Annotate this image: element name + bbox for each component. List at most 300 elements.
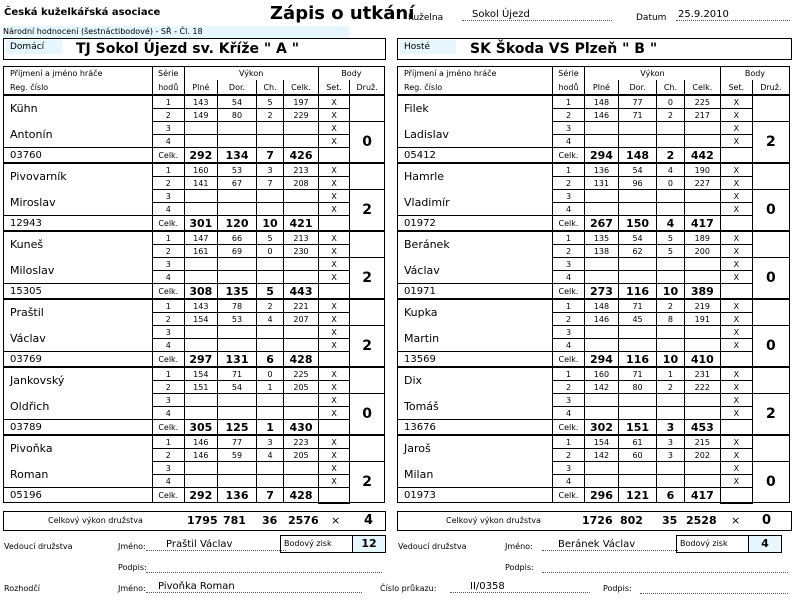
score-celk[interactable]: 219	[684, 299, 720, 313]
table-row	[398, 488, 790, 503]
col-series: Série	[553, 67, 585, 81]
score-dor[interactable]	[218, 258, 257, 271]
score-plne[interactable]: 154	[584, 435, 618, 449]
score-dor[interactable]: 45	[618, 313, 656, 326]
total-label: Celk.	[553, 216, 585, 232]
score-ch[interactable]: 2	[657, 381, 685, 394]
score-set: X	[720, 435, 752, 449]
score-celk[interactable]: 200	[684, 245, 720, 258]
score-ch[interactable]	[256, 258, 283, 271]
date-field[interactable]: 25.9.2010	[676, 9, 790, 21]
score-plne[interactable]	[184, 122, 218, 135]
series-number: 1	[553, 95, 585, 109]
score-ch[interactable]	[657, 190, 685, 203]
score-ch[interactable]: 7	[256, 177, 283, 190]
total-plne: 301	[184, 216, 218, 232]
score-celk[interactable]: 191	[684, 313, 720, 326]
player-firstname[interactable]: Ladislav	[398, 122, 553, 148]
player-surname[interactable]: Beránek	[398, 231, 553, 258]
player-reg-number[interactable]: 01973	[398, 488, 553, 503]
player-firstname[interactable]: Martin	[398, 326, 553, 352]
score-ch[interactable]	[657, 475, 685, 488]
score-celk[interactable]: 215	[684, 435, 720, 449]
score-dor[interactable]	[218, 135, 257, 148]
score-dor[interactable]: 62	[618, 245, 656, 258]
score-ch[interactable]: 5	[657, 231, 685, 245]
player-surname[interactable]: Jaroš	[398, 435, 553, 462]
score-set: X	[318, 462, 349, 475]
player-firstname[interactable]: Roman	[4, 462, 153, 488]
score-ch[interactable]: 0	[657, 177, 685, 190]
player-firstname[interactable]: Tomáš	[398, 394, 553, 420]
score-celk[interactable]	[284, 258, 319, 271]
score-dor[interactable]	[218, 326, 257, 339]
score-celk[interactable]: 205	[284, 449, 319, 462]
away-score-table	[397, 66, 790, 504]
score-set: X	[318, 245, 349, 258]
score-celk[interactable]: 230	[284, 245, 319, 258]
score-celk[interactable]: 223	[284, 435, 319, 449]
score-dor[interactable]: 61	[618, 435, 656, 449]
score-celk[interactable]: 190	[684, 163, 720, 177]
score-plne[interactable]	[584, 271, 618, 284]
score-ch[interactable]	[657, 339, 685, 352]
score-celk[interactable]: 189	[684, 231, 720, 245]
score-celk[interactable]: 229	[284, 109, 319, 122]
series-number: 1	[153, 435, 184, 449]
score-set: X	[720, 299, 752, 313]
score-plne[interactable]: 151	[184, 381, 218, 394]
score-dor[interactable]	[618, 190, 656, 203]
score-dor[interactable]: 71	[218, 367, 257, 381]
score-ch[interactable]: 1	[657, 367, 685, 381]
score-celk[interactable]	[284, 462, 319, 475]
score-dor[interactable]	[218, 407, 257, 420]
score-dor[interactable]: 54	[218, 381, 257, 394]
series-number: 3	[153, 122, 184, 135]
table-row	[4, 326, 385, 339]
player-points: 0	[752, 462, 789, 503]
score-ch[interactable]	[256, 339, 283, 352]
player-firstname[interactable]: Vladimír	[398, 190, 553, 216]
score-plne[interactable]: 148	[584, 95, 618, 109]
player-surname[interactable]: Kühn	[4, 95, 153, 122]
score-plne[interactable]: 160	[584, 367, 618, 381]
score-ch[interactable]: 5	[256, 231, 283, 245]
score-dor[interactable]	[218, 203, 257, 216]
card-number[interactable]: II/0358	[450, 581, 590, 593]
score-celk[interactable]	[284, 407, 319, 420]
player-surname[interactable]: Filek	[398, 95, 553, 122]
player-surname[interactable]: Jankovský	[4, 367, 153, 394]
player-reg-number[interactable]: 01971	[398, 284, 553, 300]
away-name-label: Jméno:	[505, 542, 533, 551]
col-body: Body	[318, 67, 384, 81]
score-ch[interactable]	[256, 326, 283, 339]
score-plne[interactable]: 142	[584, 449, 618, 462]
score-set: X	[720, 475, 752, 488]
score-dor[interactable]: 67	[218, 177, 257, 190]
score-plne[interactable]: 143	[184, 95, 218, 109]
score-celk[interactable]	[684, 271, 720, 284]
score-plne[interactable]: 146	[584, 313, 618, 326]
score-plne[interactable]: 154	[184, 313, 218, 326]
score-ch[interactable]: 4	[256, 313, 283, 326]
score-ch[interactable]: 0	[657, 95, 685, 109]
player-surname[interactable]: Kupka	[398, 299, 553, 326]
score-dor[interactable]: 66	[218, 231, 257, 245]
series-number: 2	[553, 381, 585, 394]
score-ch[interactable]	[657, 326, 685, 339]
score-ch[interactable]	[256, 394, 283, 407]
player-surname[interactable]: Praštil	[4, 299, 153, 326]
score-dor[interactable]	[618, 326, 656, 339]
score-plne[interactable]: 141	[184, 177, 218, 190]
table-row	[4, 420, 385, 436]
score-ch[interactable]: 3	[256, 163, 283, 177]
score-ch[interactable]: 5	[657, 245, 685, 258]
score-plne[interactable]: 142	[584, 381, 618, 394]
score-set: X	[720, 245, 752, 258]
score-dor[interactable]: 54	[218, 95, 257, 109]
score-dor[interactable]	[618, 122, 656, 135]
score-ch[interactable]: 3	[256, 435, 283, 449]
score-plne[interactable]: 131	[584, 177, 618, 190]
score-plne[interactable]: 160	[184, 163, 218, 177]
score-ch[interactable]	[657, 271, 685, 284]
score-plne[interactable]	[184, 326, 218, 339]
total-celk: 430	[284, 420, 319, 436]
score-dor[interactable]	[218, 339, 257, 352]
score-dor[interactable]	[618, 462, 656, 475]
score-ch[interactable]	[657, 462, 685, 475]
series-number: 3	[153, 258, 184, 271]
col-body: Body	[720, 67, 789, 81]
score-celk[interactable]	[284, 271, 319, 284]
score-plne[interactable]	[184, 190, 218, 203]
score-ch[interactable]: 2	[256, 299, 283, 313]
player-surname[interactable]: Kuneš	[4, 231, 153, 258]
table-row	[4, 367, 385, 381]
score-celk[interactable]: 208	[284, 177, 319, 190]
score-ch[interactable]	[256, 203, 283, 216]
score-dor[interactable]: 80	[218, 109, 257, 122]
player-firstname[interactable]: Václav	[398, 258, 553, 284]
score-plne[interactable]	[584, 190, 618, 203]
series-number: 4	[553, 407, 585, 420]
score-plne[interactable]: 161	[184, 245, 218, 258]
score-plne[interactable]	[584, 407, 618, 420]
score-celk[interactable]	[684, 339, 720, 352]
score-set: X	[318, 407, 349, 420]
score-ch[interactable]: 2	[657, 299, 685, 313]
total-ch: 7	[256, 148, 283, 164]
score-celk[interactable]	[284, 475, 319, 488]
score-plne[interactable]	[184, 475, 218, 488]
score-ch[interactable]	[256, 190, 283, 203]
score-plne[interactable]: 146	[184, 435, 218, 449]
score-celk[interactable]: 213	[284, 163, 319, 177]
total-ch: 4	[657, 216, 685, 232]
score-dor[interactable]: 77	[618, 95, 656, 109]
score-dor[interactable]: 54	[618, 163, 656, 177]
score-celk[interactable]: 217	[684, 109, 720, 122]
score-celk[interactable]: 221	[284, 299, 319, 313]
score-dor[interactable]: 71	[618, 299, 656, 313]
score-celk[interactable]	[684, 407, 720, 420]
series-number: 4	[153, 407, 184, 420]
score-ch[interactable]: 1	[256, 381, 283, 394]
score-dor[interactable]: 60	[618, 449, 656, 462]
score-dor[interactable]	[618, 394, 656, 407]
venue-field[interactable]: Sokol Újezd	[462, 9, 612, 21]
player-surname[interactable]: Dix	[398, 367, 553, 394]
player-points: 2	[350, 258, 385, 300]
player-reg-number[interactable]: 12943	[4, 216, 153, 232]
score-celk[interactable]	[684, 475, 720, 488]
player-firstname[interactable]: Milan	[398, 462, 553, 488]
score-ch[interactable]: 8	[657, 313, 685, 326]
score-ch[interactable]: 0	[256, 245, 283, 258]
score-celk[interactable]	[684, 326, 720, 339]
score-celk[interactable]	[684, 203, 720, 216]
score-set: X	[720, 326, 752, 339]
score-ch[interactable]	[256, 135, 283, 148]
score-celk[interactable]: 225	[684, 95, 720, 109]
score-plne[interactable]	[584, 475, 618, 488]
score-plne[interactable]: 146	[184, 449, 218, 462]
score-plne[interactable]	[584, 462, 618, 475]
score-celk[interactable]	[284, 394, 319, 407]
series-number: 1	[553, 435, 585, 449]
player-reg-number[interactable]: 03789	[4, 420, 153, 436]
player-surname[interactable]: Pivoňka	[4, 435, 153, 462]
score-plne[interactable]	[184, 135, 218, 148]
score-ch[interactable]: 2	[657, 109, 685, 122]
score-dor[interactable]: 54	[618, 231, 656, 245]
col-set: Set.	[318, 80, 349, 95]
table-row	[398, 435, 790, 449]
total-plne: 273	[584, 284, 618, 300]
score-dor[interactable]: 53	[218, 313, 257, 326]
score-set: X	[720, 109, 752, 122]
score-plne[interactable]	[584, 203, 618, 216]
score-plne[interactable]	[184, 462, 218, 475]
score-dor[interactable]	[618, 407, 656, 420]
score-dor[interactable]	[218, 122, 257, 135]
score-dor[interactable]	[218, 475, 257, 488]
score-plne[interactable]: 138	[584, 245, 618, 258]
series-number: 2	[553, 245, 585, 258]
score-celk[interactable]	[684, 462, 720, 475]
score-ch[interactable]	[256, 475, 283, 488]
player-reg-number[interactable]: 05196	[4, 488, 153, 503]
home-signature-field[interactable]	[146, 560, 382, 573]
score-plne[interactable]	[184, 258, 218, 271]
score-plne[interactable]	[184, 339, 218, 352]
table-row	[4, 284, 385, 300]
player-points: 0	[752, 258, 789, 300]
score-dor[interactable]	[218, 190, 257, 203]
score-plne[interactable]	[184, 407, 218, 420]
score-dor[interactable]	[618, 271, 656, 284]
score-plne[interactable]	[584, 122, 618, 135]
series-number: 2	[553, 109, 585, 122]
score-dor[interactable]	[218, 462, 257, 475]
score-plne[interactable]	[584, 326, 618, 339]
total-dor: 136	[218, 488, 257, 503]
series-number: 2	[553, 313, 585, 326]
score-dor[interactable]: 78	[218, 299, 257, 313]
score-ch[interactable]	[657, 394, 685, 407]
score-ch[interactable]: 5	[256, 95, 283, 109]
score-celk[interactable]: 222	[684, 381, 720, 394]
score-celk[interactable]: 231	[684, 367, 720, 381]
score-ch[interactable]	[256, 271, 283, 284]
player-reg-number[interactable]: 13569	[398, 352, 553, 368]
series-number: 3	[153, 190, 184, 203]
score-celk[interactable]: 213	[284, 231, 319, 245]
score-ch[interactable]	[256, 462, 283, 475]
total-plne: 292	[184, 148, 218, 164]
home-team-header	[3, 38, 386, 60]
score-ch[interactable]	[657, 203, 685, 216]
player-firstname[interactable]: Miloslav	[4, 258, 153, 284]
total-celk: 453	[684, 420, 720, 436]
player-reg-number[interactable]: 01972	[398, 216, 553, 232]
player-reg-number[interactable]: 03769	[4, 352, 153, 368]
score-dor[interactable]: 59	[218, 449, 257, 462]
away-leader-name[interactable]: Beránek Václav	[542, 539, 678, 551]
score-plne[interactable]	[584, 135, 618, 148]
score-celk[interactable]: 227	[684, 177, 720, 190]
score-celk[interactable]: 202	[684, 449, 720, 462]
score-dor[interactable]: 80	[618, 381, 656, 394]
score-ch[interactable]: 0	[256, 367, 283, 381]
score-ch[interactable]	[657, 135, 685, 148]
score-set: X	[318, 231, 349, 245]
score-celk[interactable]	[684, 190, 720, 203]
score-plne[interactable]: 149	[184, 109, 218, 122]
series-number: 3	[553, 122, 585, 135]
score-celk[interactable]	[684, 394, 720, 407]
home-sum-set: ×	[331, 514, 341, 527]
score-dor[interactable]: 69	[218, 245, 257, 258]
score-plne[interactable]: 146	[584, 109, 618, 122]
score-dor[interactable]	[618, 203, 656, 216]
score-plne[interactable]	[184, 271, 218, 284]
player-reg-number[interactable]: 15305	[4, 284, 153, 300]
score-dor[interactable]	[618, 135, 656, 148]
player-surname[interactable]: Pivovarník	[4, 163, 153, 190]
score-celk[interactable]: 207	[284, 313, 319, 326]
score-dor[interactable]	[618, 258, 656, 271]
col-reg: Reg. číslo	[4, 80, 153, 95]
score-celk[interactable]	[284, 203, 319, 216]
total-celk: 428	[284, 488, 319, 503]
score-celk[interactable]	[684, 135, 720, 148]
score-celk[interactable]	[284, 190, 319, 203]
player-firstname[interactable]: Miroslav	[4, 190, 153, 216]
total-celk: 443	[284, 284, 319, 300]
home-leader-name[interactable]: Praštil Václav	[146, 539, 286, 551]
score-ch[interactable]	[657, 258, 685, 271]
score-dor[interactable]: 96	[618, 177, 656, 190]
total-dor: 116	[618, 284, 656, 300]
score-celk[interactable]: 225	[284, 367, 319, 381]
total-dor: 120	[218, 216, 257, 232]
score-ch[interactable]: 2	[256, 109, 283, 122]
total-celk: 410	[684, 352, 720, 368]
score-plne[interactable]	[584, 394, 618, 407]
score-dor[interactable]	[218, 271, 257, 284]
score-dor[interactable]	[618, 475, 656, 488]
score-ch[interactable]	[256, 407, 283, 420]
score-celk[interactable]: 205	[284, 381, 319, 394]
player-firstname[interactable]: Václav	[4, 326, 153, 352]
player-reg-number[interactable]: 03760	[4, 148, 153, 164]
score-dor[interactable]: 71	[618, 109, 656, 122]
score-ch[interactable]: 3	[657, 449, 685, 462]
score-plne[interactable]: 136	[584, 163, 618, 177]
score-plne[interactable]: 148	[584, 299, 618, 313]
player-surname[interactable]: Hamrle	[398, 163, 553, 190]
score-celk[interactable]	[284, 135, 319, 148]
score-dor[interactable]: 77	[218, 435, 257, 449]
total-celk: 442	[684, 148, 720, 164]
score-ch[interactable]	[657, 407, 685, 420]
away-signature-field[interactable]	[542, 560, 788, 573]
series-number: 1	[153, 367, 184, 381]
score-plne[interactable]	[584, 339, 618, 352]
referee-signature-field[interactable]	[640, 581, 788, 594]
score-dor[interactable]	[218, 394, 257, 407]
player-points: 0	[350, 122, 385, 164]
score-celk[interactable]	[284, 122, 319, 135]
player-firstname[interactable]: Antonín	[4, 122, 153, 148]
player-firstname[interactable]: Oldřich	[4, 394, 153, 420]
score-celk[interactable]	[284, 326, 319, 339]
table-row	[398, 95, 790, 109]
score-plne[interactable]: 147	[184, 231, 218, 245]
score-dor[interactable]	[618, 339, 656, 352]
score-celk[interactable]	[684, 122, 720, 135]
score-celk[interactable]: 197	[284, 95, 319, 109]
score-plne[interactable]	[584, 258, 618, 271]
score-dor[interactable]: 53	[218, 163, 257, 177]
score-ch[interactable]	[657, 122, 685, 135]
player-reg-number[interactable]: 05412	[398, 148, 553, 164]
score-celk[interactable]	[284, 339, 319, 352]
score-plne[interactable]	[184, 394, 218, 407]
player-points: 2	[350, 190, 385, 232]
player-reg-number[interactable]: 13676	[398, 420, 553, 436]
score-plne[interactable]	[184, 203, 218, 216]
score-celk[interactable]	[684, 258, 720, 271]
referee-name[interactable]: Pivoňka Roman	[146, 581, 362, 593]
score-dor[interactable]: 71	[618, 367, 656, 381]
score-plne[interactable]: 135	[584, 231, 618, 245]
score-ch[interactable]: 4	[657, 163, 685, 177]
series-number: 2	[553, 177, 585, 190]
score-plne[interactable]: 154	[184, 367, 218, 381]
score-ch[interactable]: 3	[657, 435, 685, 449]
score-plne[interactable]: 143	[184, 299, 218, 313]
score-ch[interactable]	[256, 122, 283, 135]
score-ch[interactable]: 4	[256, 449, 283, 462]
series-number: 4	[553, 339, 585, 352]
referee-name-label: Jméno:	[118, 584, 146, 593]
